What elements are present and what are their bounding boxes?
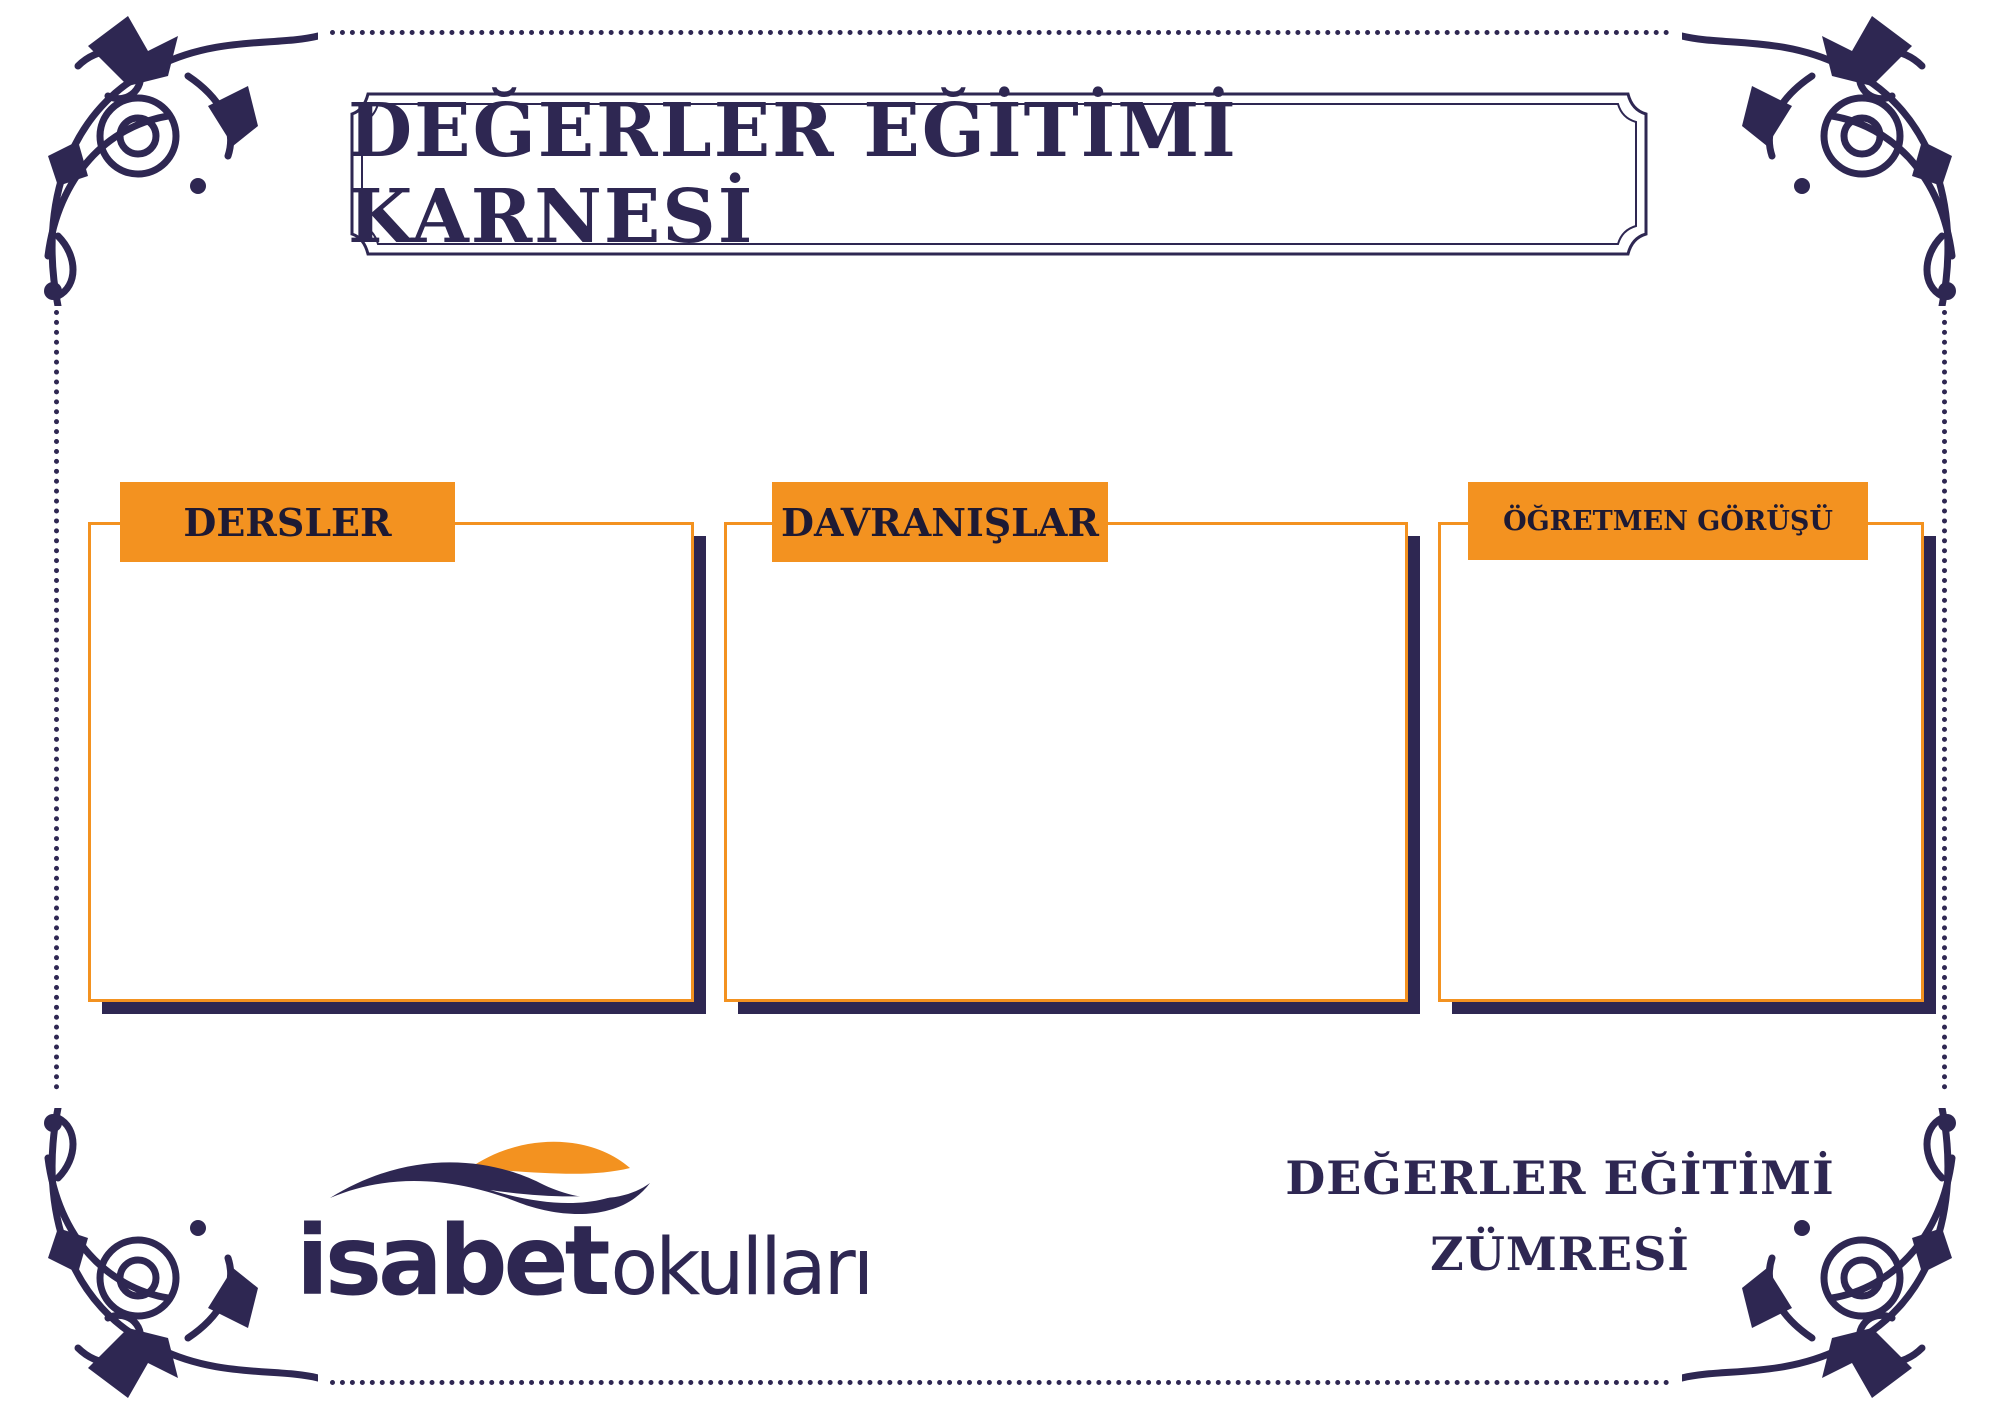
panel-label: DERSLER: [120, 482, 455, 562]
ornament-corner-icon: [1682, 6, 1982, 306]
ornament-corner-icon: [18, 1108, 318, 1408]
panel-label: DAVRANIŞLAR: [772, 482, 1108, 562]
frame-right-dots: [1942, 310, 1947, 1090]
frame-top-dots: [330, 30, 1670, 35]
footer-signature: [1260, 1140, 1860, 1292]
frame-left-dots: [54, 310, 59, 1090]
panel-davranislar: [724, 522, 1408, 1002]
panel-dersler: [88, 522, 694, 1002]
footer-line-1: DEĞERLER EĞİTİMİ: [1285, 1151, 1835, 1205]
footer-line-2: ZÜMRESİ: [1430, 1227, 1690, 1281]
page-title: DEĞERLER EĞİTİMİ KARNESİ: [348, 88, 1238, 260]
panel-ogretmen-gorusu: [1438, 522, 1924, 1002]
logo-word-light: okulları: [610, 1223, 872, 1313]
frame-bottom-dots: [330, 1380, 1670, 1385]
logo-word-strong: isabet: [296, 1205, 607, 1317]
panel-label: ÖĞRETMEN GÖRÜŞÜ: [1468, 482, 1868, 560]
ornament-corner-icon: [18, 6, 318, 306]
school-logo: [296, 1205, 871, 1317]
